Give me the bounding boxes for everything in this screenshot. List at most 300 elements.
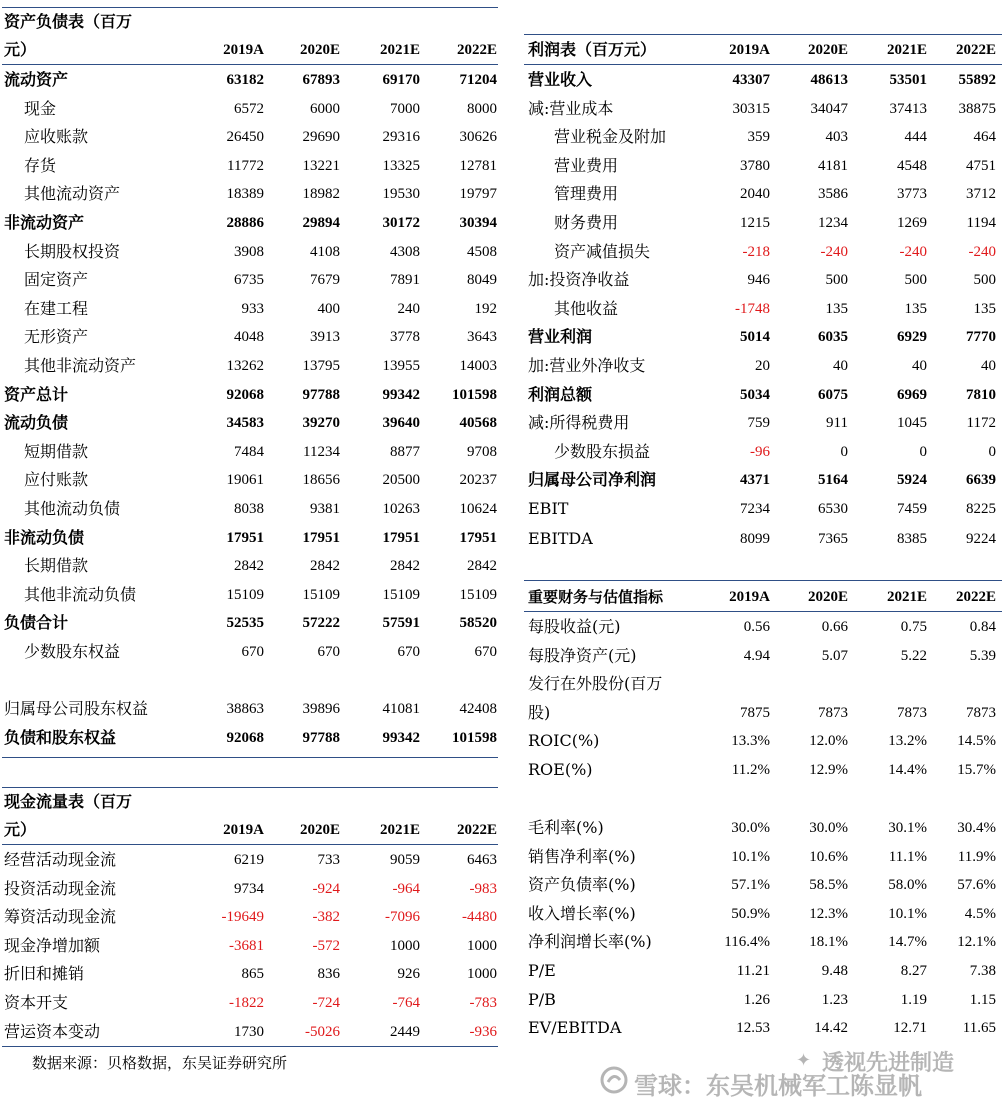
cell-value: 911 xyxy=(826,415,848,432)
cell-value: 29316 xyxy=(382,129,420,146)
cell-value: 11.1% xyxy=(888,848,927,865)
cell-value: 6929 xyxy=(897,329,927,346)
table-row xyxy=(524,209,1002,237)
cell-value xyxy=(690,670,770,698)
table-row xyxy=(0,932,502,960)
cell-value: 8038 xyxy=(234,501,264,517)
cell-value: 2842 xyxy=(390,558,420,575)
key-metrics-table xyxy=(524,580,1002,1050)
cell-value: 97788 xyxy=(302,729,340,746)
cell-value: 101598 xyxy=(452,386,497,403)
cash-flow-title-1: 现金流量表（百万 xyxy=(4,792,133,811)
watermark xyxy=(600,1050,1000,1108)
cell-value: 9381 xyxy=(310,501,340,517)
cash-flow-title-2: 元） xyxy=(4,820,37,839)
table-row xyxy=(524,727,1002,755)
cell-value: 42408 xyxy=(459,701,497,717)
cell-value: 670 xyxy=(241,644,264,660)
year-header: 2020E xyxy=(807,42,848,58)
cell-value: 7365 xyxy=(818,530,848,547)
row-label: 少数股东损益 xyxy=(554,441,651,461)
row-label: P/B xyxy=(528,989,556,1009)
table-row xyxy=(524,66,1002,94)
cell-value: 7459 xyxy=(897,501,927,517)
cell-value: 69170 xyxy=(382,72,420,88)
row-label: 无形资产 xyxy=(24,327,89,347)
cell-value: 4108 xyxy=(310,243,340,260)
cell-value: 4371 xyxy=(740,472,770,489)
cell-value: 11.9% xyxy=(957,848,996,865)
cell-value: 12.71 xyxy=(893,1020,927,1037)
row-label: 资产负债率(%) xyxy=(528,875,636,895)
cell-value: 39270 xyxy=(302,415,340,432)
row-label: 财务费用 xyxy=(554,213,619,232)
row-label: 筹资活动现金流 xyxy=(4,907,117,927)
cell-value: 14.5% xyxy=(957,733,996,750)
cell-value: 30.0% xyxy=(731,820,770,836)
cell-value: 14.4% xyxy=(888,762,927,778)
cell-value: 8.27 xyxy=(900,963,927,979)
cell-value: 97788 xyxy=(302,386,340,403)
table-row xyxy=(524,495,1002,523)
cell-value: 444 xyxy=(904,129,927,146)
cell-value: 6219 xyxy=(234,852,264,868)
cell-value: 13955 xyxy=(382,358,420,374)
table-header xyxy=(524,36,1002,64)
row-label: 非流动资产 xyxy=(4,213,85,232)
cell-value: -240 xyxy=(820,243,848,260)
cell-value: -218 xyxy=(742,243,770,260)
table-row xyxy=(524,266,1002,294)
cell-value: -382 xyxy=(312,909,340,926)
table-row xyxy=(0,295,502,323)
row-label: 归属母公司股东权益 xyxy=(4,699,149,718)
row-label: 股) xyxy=(528,702,551,722)
row-label: 短期借款 xyxy=(24,441,89,461)
table-title-line1 xyxy=(0,8,502,36)
cell-value: 3643 xyxy=(467,329,497,346)
cell-value: 12781 xyxy=(459,157,497,174)
cell-value: 15109 xyxy=(459,586,497,603)
cell-value: 3778 xyxy=(390,329,420,346)
income-statement-title: 利润表（百万元） xyxy=(528,40,657,59)
cell-value xyxy=(847,670,927,698)
row-label: 营运资本变动 xyxy=(4,1021,101,1041)
snowball-logo-icon xyxy=(600,1066,628,1094)
table-row xyxy=(0,381,502,409)
cell-value: 12.1% xyxy=(957,934,996,951)
cell-value: 135 xyxy=(904,300,927,317)
cell-value: 2842 xyxy=(310,558,340,575)
cell-value: 1215 xyxy=(740,215,770,231)
cell-value: 670 xyxy=(397,644,420,660)
header-rule xyxy=(2,64,498,65)
header-rule xyxy=(2,844,498,845)
cell-value: 29690 xyxy=(302,129,340,146)
cell-value: 15.7% xyxy=(957,762,996,778)
cell-value: 40 xyxy=(981,358,996,374)
row-label: 减:所得税费用 xyxy=(528,413,630,433)
cell-value: 500 xyxy=(825,272,848,289)
cell-value: 359 xyxy=(747,129,770,146)
cell-value: 8877 xyxy=(390,443,420,460)
table-row xyxy=(524,525,1002,553)
cell-value: 3780 xyxy=(740,157,770,174)
cell-value: 40 xyxy=(912,358,927,374)
year-header: 2020E xyxy=(807,589,848,605)
row-label: 其他非流动负债 xyxy=(24,584,137,604)
cell-value: 6735 xyxy=(234,272,264,289)
cell-value: 30626 xyxy=(459,129,497,146)
table-row xyxy=(0,989,502,1017)
cell-value: 30172 xyxy=(382,215,420,231)
cell-value: -724 xyxy=(312,995,340,1011)
row-label: 长期借款 xyxy=(24,556,89,576)
cell-value: 9.48 xyxy=(821,963,848,979)
table-row xyxy=(524,642,1002,670)
cell-value: 2040 xyxy=(740,186,770,203)
cell-value: 57222 xyxy=(302,615,340,632)
cell-value: 13.3% xyxy=(731,733,770,750)
cell-value: -764 xyxy=(392,995,420,1011)
table-row xyxy=(524,381,1002,409)
balance-sheet-title-1: 资产负债表（百万 xyxy=(4,12,133,31)
cell-value: 12.3% xyxy=(809,905,848,922)
cell-value: -783 xyxy=(469,995,497,1011)
cell-value: 55892 xyxy=(958,72,996,88)
table-row xyxy=(524,438,1002,466)
cell-value: 92068 xyxy=(226,729,264,746)
cell-value: 1.15 xyxy=(969,991,996,1008)
table-row xyxy=(0,466,502,494)
row-label: 资产减值损失 xyxy=(554,241,651,261)
table-row xyxy=(524,900,1002,928)
cell-value: 57.1% xyxy=(731,877,770,894)
watermark-text: 雪球：东吴机械军工陈显帆 xyxy=(634,1072,922,1100)
cell-value: 12.0% xyxy=(809,733,848,750)
cell-value: 50.9% xyxy=(731,905,770,922)
cell-value: -5026 xyxy=(305,1023,340,1040)
table-row xyxy=(524,986,1002,1014)
cell-value: 8049 xyxy=(467,272,497,289)
cell-value: 9734 xyxy=(234,880,264,897)
table-header xyxy=(524,583,1002,611)
cell-value: 8099 xyxy=(740,530,770,547)
cell-value: 37413 xyxy=(889,100,927,117)
table-row xyxy=(524,123,1002,151)
cell-value: 4.94 xyxy=(743,647,770,664)
table-row xyxy=(0,123,502,151)
cell-value: 8225 xyxy=(966,501,996,517)
cell-value: 38863 xyxy=(226,701,264,717)
cell-value: 500 xyxy=(973,272,996,289)
cell-value: 34047 xyxy=(810,100,848,117)
row-label: 负债合计 xyxy=(4,613,69,633)
cell-value: 240 xyxy=(397,300,420,317)
cell-value: 4308 xyxy=(390,243,420,260)
cell-value: 5014 xyxy=(740,329,770,346)
cell-value: 10.1% xyxy=(731,848,770,865)
table-row xyxy=(0,66,502,94)
row-label: 少数股东权益 xyxy=(24,642,121,661)
year-header: 2019A xyxy=(223,822,264,838)
table-row xyxy=(524,756,1002,784)
cell-value: 1.26 xyxy=(743,991,770,1008)
cell-value: 34583 xyxy=(226,415,264,432)
cell-value: 99342 xyxy=(382,729,420,746)
cell-value: 7770 xyxy=(966,329,996,346)
row-label: ROE(%) xyxy=(528,760,593,779)
table-row xyxy=(524,699,1002,727)
cell-value: 192 xyxy=(474,300,497,317)
cell-value: 14.7% xyxy=(888,934,927,951)
year-header: 2021E xyxy=(886,589,927,605)
row-label: 管理费用 xyxy=(554,184,619,204)
cell-value: 9224 xyxy=(966,530,996,547)
row-label: 其他流动资产 xyxy=(24,184,121,204)
cell-value: 759 xyxy=(747,415,770,432)
row-label: 每股收益(元) xyxy=(528,617,621,636)
cell-value: -964 xyxy=(392,880,420,897)
top-rule xyxy=(524,580,1002,581)
table-row xyxy=(0,238,502,266)
year-header: 2019A xyxy=(223,42,264,58)
cell-value: 14.42 xyxy=(814,1020,848,1037)
table-row xyxy=(0,438,502,466)
cell-value: 5034 xyxy=(740,386,770,403)
cell-value: 4048 xyxy=(234,329,264,346)
cell-value: 20237 xyxy=(459,472,497,489)
cell-value: 18.1% xyxy=(809,934,848,951)
cell-value: 5.39 xyxy=(969,647,996,664)
row-label: EBIT xyxy=(528,499,569,518)
cell-value: 11.2% xyxy=(731,762,770,778)
row-label: 长期股权投资 xyxy=(24,241,121,261)
cell-value: 17951 xyxy=(226,529,264,546)
cell-value: 10.6% xyxy=(809,848,848,865)
table-header xyxy=(0,36,502,64)
cell-value: 4508 xyxy=(467,243,497,260)
cell-value: 9708 xyxy=(467,443,497,460)
table-row xyxy=(0,724,502,752)
row-label: 资本开支 xyxy=(4,993,69,1012)
cell-value: 38875 xyxy=(958,100,996,117)
year-header: 2022E xyxy=(456,822,497,838)
cell-value: 6000 xyxy=(310,100,340,117)
cell-value: 19530 xyxy=(382,186,420,203)
cell-value: 12.53 xyxy=(736,1020,770,1037)
key-metrics-title: 重要财务与估值指标 xyxy=(528,588,664,606)
table-row xyxy=(0,609,502,637)
cell-value: 865 xyxy=(241,966,264,983)
cell-value: 30.0% xyxy=(809,820,848,836)
cell-value: 6969 xyxy=(897,386,927,403)
cell-value: 7875 xyxy=(740,704,770,721)
cell-value: 2842 xyxy=(234,558,264,575)
row-label: 销售净利率(%) xyxy=(528,846,636,866)
cell-value: 1269 xyxy=(897,215,927,231)
cell-value: 30.1% xyxy=(888,820,927,836)
cell-value: 1.23 xyxy=(821,991,848,1008)
cell-value: 3913 xyxy=(310,329,340,346)
table-row xyxy=(0,875,502,903)
row-label: 非流动负债 xyxy=(4,527,85,547)
cell-value: 464 xyxy=(973,129,996,146)
cell-value: 29894 xyxy=(302,215,340,231)
row-label: 固定资产 xyxy=(24,270,89,290)
cell-value: 18389 xyxy=(226,186,264,203)
cell-value: 5924 xyxy=(897,472,927,489)
cell-value: 670 xyxy=(317,644,340,660)
row-label: EV/EBITDA xyxy=(528,1018,622,1038)
cell-value: 1234 xyxy=(818,215,848,231)
cell-value: 7873 xyxy=(966,704,996,721)
table-row xyxy=(524,152,1002,180)
table-row xyxy=(524,814,1002,842)
cell-value: 670 xyxy=(474,644,497,660)
cell-value: 58520 xyxy=(459,615,497,632)
cell-value: 63182 xyxy=(226,72,264,88)
income-statement-table xyxy=(524,0,1002,560)
year-header: 2020E xyxy=(299,822,340,838)
row-label: 每股净资产(元) xyxy=(528,645,637,665)
cell-value: 116.4% xyxy=(724,934,770,951)
cell-value: 19061 xyxy=(226,472,264,489)
cell-value: 3712 xyxy=(966,186,996,203)
table-row xyxy=(524,409,1002,437)
row-label: 投资活动现金流 xyxy=(4,878,117,898)
row-label: 资产总计 xyxy=(4,384,69,404)
row-label: 减:营业成本 xyxy=(528,98,614,118)
cell-value: 10263 xyxy=(382,501,420,517)
cell-value: 20 xyxy=(755,358,770,374)
cell-value: 11234 xyxy=(303,443,340,460)
cell-value: 14003 xyxy=(459,358,497,374)
cell-value: 0 xyxy=(919,443,927,460)
cell-value: 946 xyxy=(747,272,770,289)
cell-value: 52535 xyxy=(226,615,264,632)
cell-value: 13221 xyxy=(302,157,340,174)
cell-value: 1045 xyxy=(897,415,927,432)
table-row xyxy=(0,180,502,208)
table-row xyxy=(524,95,1002,123)
cell-value: 8000 xyxy=(467,100,497,117)
cell-value: 17951 xyxy=(302,529,340,546)
row-label: 营业费用 xyxy=(554,155,619,175)
cell-value: 5164 xyxy=(818,472,848,489)
cell-value: 26450 xyxy=(226,129,264,146)
watermark-top-text: 透视先进制造 xyxy=(822,1051,955,1076)
cell-value: 135 xyxy=(825,300,848,317)
table-row xyxy=(524,843,1002,871)
cell-value: 17951 xyxy=(382,529,420,546)
cell-value: 7000 xyxy=(390,100,420,117)
data-source-note: 数据来源：贝格数据，东吴证券研究所 xyxy=(32,1054,288,1072)
year-header: 2021E xyxy=(886,42,927,58)
cell-value: 39896 xyxy=(302,701,340,717)
cell-value: 41081 xyxy=(382,701,420,717)
top-rule xyxy=(524,34,1002,35)
cell-value: 403 xyxy=(825,129,848,146)
cell-value: 4548 xyxy=(897,157,927,174)
cell-value: 836 xyxy=(317,966,340,983)
table-row xyxy=(524,180,1002,208)
cell-value: 6530 xyxy=(818,501,848,517)
row-label: 现金净增加额 xyxy=(4,935,101,955)
bottom-rule xyxy=(2,1046,498,1047)
balance-sheet-table xyxy=(0,0,502,760)
row-label: 归属母公司净利润 xyxy=(528,470,657,490)
bottom-rule xyxy=(2,757,498,758)
row-label: 加:投资净收益 xyxy=(528,270,630,290)
table-row xyxy=(0,152,502,180)
cell-value: 500 xyxy=(904,272,927,289)
cell-value: 18656 xyxy=(302,472,340,489)
row-label: 利润总额 xyxy=(528,384,593,404)
row-label: 经营活动现金流 xyxy=(4,850,117,869)
cell-value: 8385 xyxy=(897,530,927,547)
cell-value: 19797 xyxy=(459,186,497,203)
cell-value: -240 xyxy=(968,243,996,260)
cell-value: 57.6% xyxy=(957,877,996,894)
cell-value: 15109 xyxy=(226,586,264,603)
cell-value: 58.5% xyxy=(809,877,848,894)
row-label: ROIC(%) xyxy=(528,731,600,751)
row-label: 流动资产 xyxy=(4,70,69,89)
cell-value: 3586 xyxy=(818,186,848,203)
year-header: 2021E xyxy=(379,42,420,58)
table-row xyxy=(524,238,1002,266)
cell-value: 11772 xyxy=(227,157,264,174)
cell-value: 11.21 xyxy=(736,963,770,979)
cell-value: 0.66 xyxy=(821,619,848,635)
table-row xyxy=(0,266,502,294)
table-row xyxy=(0,581,502,609)
table-row xyxy=(0,552,502,580)
row-label: 营业税金及附加 xyxy=(554,127,667,147)
cell-value: 0.75 xyxy=(900,619,927,635)
cell-value: -572 xyxy=(312,937,340,954)
cell-value: 5.07 xyxy=(821,647,848,664)
cell-value: 0.56 xyxy=(743,619,770,635)
row-label: 应付账款 xyxy=(24,470,89,490)
cell-value: 135 xyxy=(973,300,996,317)
cell-value: 13262 xyxy=(226,358,264,374)
cell-value: 7234 xyxy=(740,501,770,517)
cell-value: 92068 xyxy=(226,386,264,403)
cell-value: 4.5% xyxy=(964,905,996,922)
header-rule xyxy=(524,64,1002,65)
table-row xyxy=(524,352,1002,380)
cell-value: 39640 xyxy=(382,415,420,432)
table-title-line1 xyxy=(0,788,502,816)
cell-value: 7484 xyxy=(234,443,264,460)
cell-value: 101598 xyxy=(452,729,497,746)
row-label: 在建工程 xyxy=(24,298,89,318)
table-row xyxy=(0,409,502,437)
cell-value: 40568 xyxy=(459,415,497,432)
cell-value: 733 xyxy=(317,852,340,868)
cell-value: 30394 xyxy=(459,215,497,231)
cell-value: 58.0% xyxy=(888,877,927,894)
cell-value: -4480 xyxy=(462,909,497,926)
cell-value: 3908 xyxy=(234,243,264,260)
year-header: 2019A xyxy=(729,589,770,605)
table-row xyxy=(0,352,502,380)
cell-value: 53501 xyxy=(889,72,927,88)
table-row xyxy=(524,957,1002,985)
year-header: 2020E xyxy=(299,42,340,58)
